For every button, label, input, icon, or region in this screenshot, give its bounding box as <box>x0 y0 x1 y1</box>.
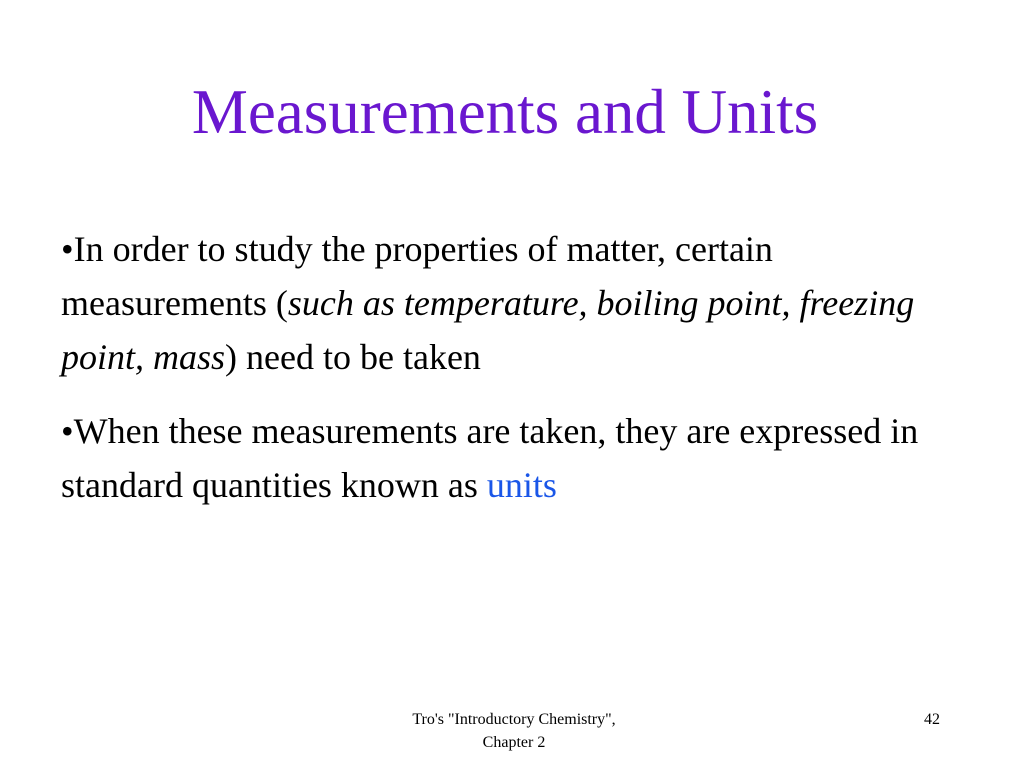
bullet-marker: • <box>61 411 74 451</box>
footer-line-1: Tro's "Introductory Chemistry", <box>412 711 616 728</box>
bullet-item-1 <box>61 222 961 384</box>
slide-body <box>61 222 961 532</box>
bullet-marker: • <box>61 229 74 269</box>
bullet-text-end: ) need to be taken <box>225 337 481 377</box>
bullet-text: When these measurements are taken, they are expressed in standard quantities known as <box>61 411 919 505</box>
bullet-text: In order to study the properties of matter, certain measurements ( <box>61 229 773 323</box>
highlighted-term: units <box>486 465 557 505</box>
footer-line-2: Chapter 2 <box>482 734 546 751</box>
slide-footer <box>384 708 644 754</box>
slide-title: Measurements and Units <box>191 77 819 147</box>
page-number: 42 <box>924 711 940 728</box>
bullet-italic-text: such as temperature, boiling point, freezing point, mass <box>61 283 915 377</box>
bullet-item-2 <box>61 404 961 512</box>
